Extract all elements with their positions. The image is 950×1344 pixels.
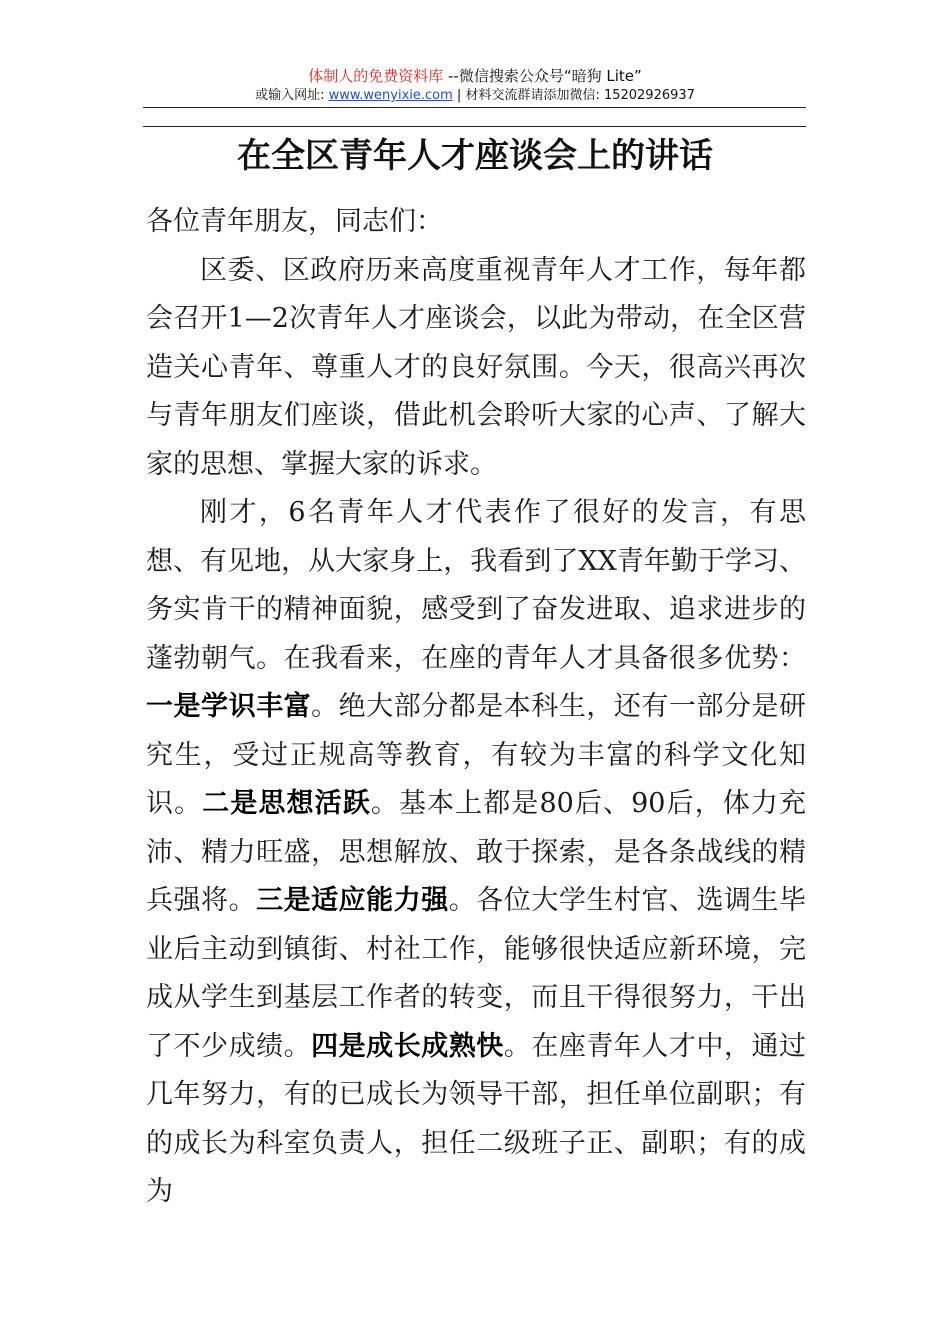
point-1-title: 一是学识丰富 bbox=[146, 691, 312, 722]
paragraph-1: 区委、区政府历来高度重视青年人才工作，每年都会召开1—2次青年人才座谈会，以此为带动，在全区营造关心青年、尊重人才的良好氛围。今天，很高兴再次与青年朋友们座谈，借此机会聆听大家的心声、了解大家的思想、掌握大家的诉求。 bbox=[146, 254, 806, 480]
point-3-text: 。各位大学生村官、选调生毕业后主动到镇街、村社工作，能够很快适应新环境，完成从学生到基层工作者的转变，而且干得很努力，干出了不少成绩。 bbox=[146, 885, 807, 1062]
paragraph-2 bbox=[146, 489, 806, 1217]
salutation: 各位青年朋友，同志们： bbox=[146, 206, 443, 237]
title-divider bbox=[143, 126, 806, 127]
document-title: 在全区青年人才座谈会上的讲话 bbox=[237, 136, 713, 176]
point-2-text: 。基本上都是80后、90后，体力充沛、精力旺盛，思想解放、敢于探索，是各条战线的精兵强将。 bbox=[146, 788, 807, 916]
point-3-title: 三是适应能力强 bbox=[256, 885, 449, 916]
wechat-hint: --微信搜索公众号“暗狗 Lite” bbox=[443, 67, 642, 85]
paragraph-2-intro: 刚才，6名青年人才代表作了很好的发言，有思想、有见地，从大家身上，我看到了XX青年勤于学习、务实肯干的精神面貌，感受到了奋发进取、追求进步的蓬勃朝气。在我看来，在座的青年人才具备很多优势： bbox=[146, 497, 806, 674]
watermark-header-line1 bbox=[0, 66, 950, 86]
point-4-text: 。在座青年人才中，通过几年努力，有的已成长为领导干部，担任单位副职；有的成长为科室负责人，担任二级班子正、副职；有的成为 bbox=[146, 1030, 807, 1207]
point-2-title: 二是思想活跃 bbox=[202, 788, 371, 819]
header-divider bbox=[143, 107, 806, 108]
contact-info: | 材料交流群请添加微信: 15202926937 bbox=[452, 88, 695, 103]
site-name: 体制人的免费资料库 bbox=[308, 67, 444, 85]
document-body bbox=[146, 198, 806, 1217]
watermark-header-line2 bbox=[0, 87, 950, 105]
point-1-text: 。绝大部分都是本科生，还有一部分是研究生，受过正规高等教育，有较为丰富的科学文化知识。 bbox=[146, 691, 807, 819]
url-prefix: 或输入网址: bbox=[255, 88, 329, 103]
site-url-link[interactable]: www.wenyixie.com bbox=[328, 88, 453, 103]
point-4-title: 四是成长成熟快 bbox=[311, 1030, 504, 1062]
